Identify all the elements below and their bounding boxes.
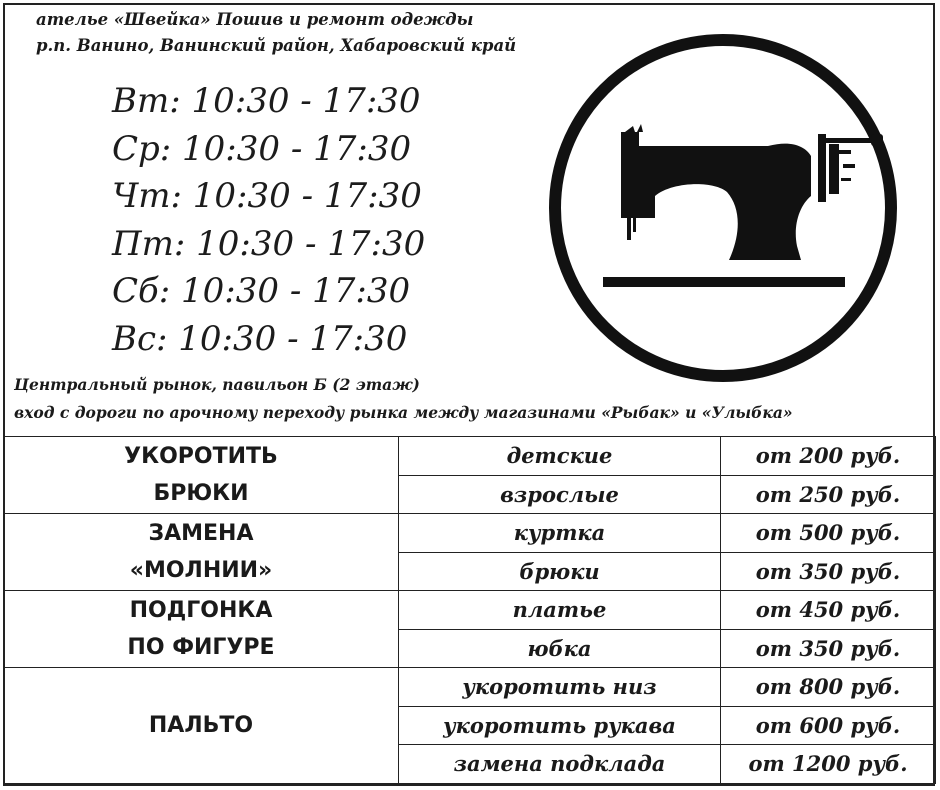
item-name: замена подклада <box>399 745 721 784</box>
hours-saturday: Сб: 10:30 - 17:30 <box>112 271 411 311</box>
table-row <box>4 668 936 707</box>
item-name: брюки <box>399 552 721 591</box>
item-price: от 350 руб. <box>721 629 936 668</box>
item-name: юбка <box>399 629 721 668</box>
item-price: от 200 руб. <box>721 437 936 476</box>
price-table <box>3 436 936 784</box>
entrance-directions: вход с дороги по арочному переходу рынка между магазинами «Рыбак» и «Улыбка» <box>14 403 793 422</box>
atelier-title: ателье «Швейка» Пошив и ремонт одежды <box>36 10 474 29</box>
service-shorten-trousers: УКОРОТИТЬ БРЮКИ <box>4 437 399 514</box>
item-price: от 350 руб. <box>721 552 936 591</box>
item-name: укоротить рукава <box>399 706 721 745</box>
item-name: детские <box>399 437 721 476</box>
hours-tuesday: Вт: 10:30 - 17:30 <box>112 81 421 121</box>
opening-hours <box>112 78 425 363</box>
service-zipper-replacement: ЗАМЕНА «МОЛНИИ» <box>4 514 399 591</box>
item-price: от 450 руб. <box>721 591 936 630</box>
hours-friday: Пт: 10:30 - 17:30 <box>112 223 426 264</box>
item-price: от 600 руб. <box>721 706 936 745</box>
table-row <box>4 437 936 476</box>
sewing-machine-icon <box>543 28 903 388</box>
table-row <box>4 591 936 630</box>
item-price: от 250 руб. <box>721 475 936 514</box>
hours-wednesday: Ср: 10:30 - 17:30 <box>112 128 412 169</box>
item-price: от 800 руб. <box>721 668 936 707</box>
atelier-location: р.п. Ванино, Ванинский район, Хабаровский край <box>36 36 517 55</box>
service-coat: ПАЛЬТО <box>4 668 399 784</box>
address-line: Центральный рынок, павильон Б (2 этаж) <box>14 375 420 394</box>
item-name: платье <box>399 591 721 630</box>
hours-sunday: Вс: 10:30 - 17:30 <box>112 318 408 359</box>
item-name: взрослые <box>399 475 721 514</box>
item-price: от 500 руб. <box>721 514 936 553</box>
item-name: укоротить низ <box>399 668 721 707</box>
table-row <box>4 514 936 553</box>
item-name: куртка <box>399 514 721 553</box>
item-price: от 1200 руб. <box>721 745 936 784</box>
service-fitting: ПОДГОНКА ПО ФИГУРЕ <box>4 591 399 668</box>
hours-thursday: Чт: 10:30 - 17:30 <box>112 176 422 216</box>
